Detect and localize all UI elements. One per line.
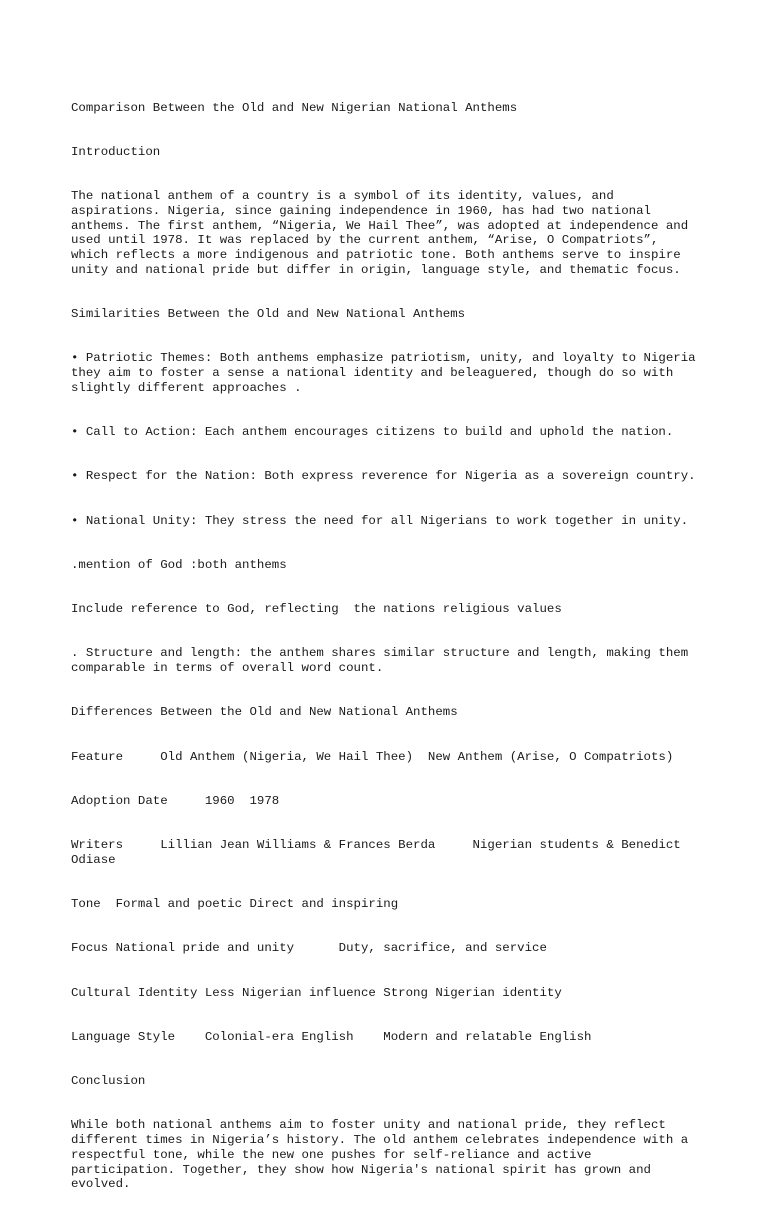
differences-row: Focus National pride and unity Duty, sacrifice, and service xyxy=(71,941,547,956)
conclusion-paragraph: While both national anthems aim to foster unity and national pride, they reflect different times in Nigeria’s history. The old anthem celebrates independence with a respectful tone, while the new one pushes for self-reliance and active participation. Together, they show how Nigeria's national spirit has grown and evolved. xyxy=(71,1118,696,1192)
similarities-heading: Similarities Between the Old and New National Anthems xyxy=(71,307,466,321)
differences-row: Adoption Date 1960 1978 xyxy=(71,793,280,808)
document-page xyxy=(71,71,704,1207)
similarity-item: Include reference to God, reflecting the nations religious values xyxy=(71,602,562,616)
conclusion-heading: Conclusion xyxy=(71,1074,146,1088)
similarity-item: • Respect for the Nation: Both express reverence for Nigeria as a sovereign country. xyxy=(71,469,696,484)
document-title: Comparison Between the Old and New Nigerian National Anthems xyxy=(71,100,518,115)
similarity-item: .mention of God :both anthems xyxy=(71,557,287,572)
differences-row: Cultural Identity Less Nigerian influence Strong Nigerian identity xyxy=(71,985,562,1000)
similarity-item: • Patriotic Themes: Both anthems emphasize patriotism, unity, and loyalty to Nigeria they aim to foster a sense a national identity and beleaguered, though do so with slightly different approaches . xyxy=(71,351,704,395)
differences-heading: Differences Between the Old and New National Anthems xyxy=(71,705,458,720)
differences-row: Writers Lillian Jean Williams & Frances Berda Nigerian students & Benedict Odiase xyxy=(71,838,689,867)
differences-row: Tone Formal and poetic Direct and inspiring xyxy=(71,897,399,911)
intro-paragraph: The national anthem of a country is a symbol of its identity, values, and aspirations. Nigeria, since gaining independence in 1960, has had two national anthems. The first anthem, “Nigeria, We Hail Thee”, was adopted at independence and used until 1978. It was replaced by the current anthem, “Arise, O Compatriots”, which reflects a more indigenous and patriotic tone. Both anthems serve to inspire unity and national pride but differ in origin, language style, and thematic focus. xyxy=(71,189,696,277)
similarity-item: . Structure and length: the anthem shares similar structure and length, making them comparable in terms of overall word count. xyxy=(71,646,696,675)
similarity-item: • National Unity: They stress the need for all Nigerians to work together in unity. xyxy=(71,513,689,528)
similarity-item: • Call to Action: Each anthem encourages citizens to build and uphold the nation. xyxy=(71,425,674,439)
differences-row: Language Style Colonial-era English Modern and relatable English xyxy=(71,1029,592,1044)
differences-row: Feature Old Anthem (Nigeria, We Hail Thee) New Anthem (Arise, O Compatriots) xyxy=(71,749,674,764)
intro-heading: Introduction xyxy=(71,144,161,159)
